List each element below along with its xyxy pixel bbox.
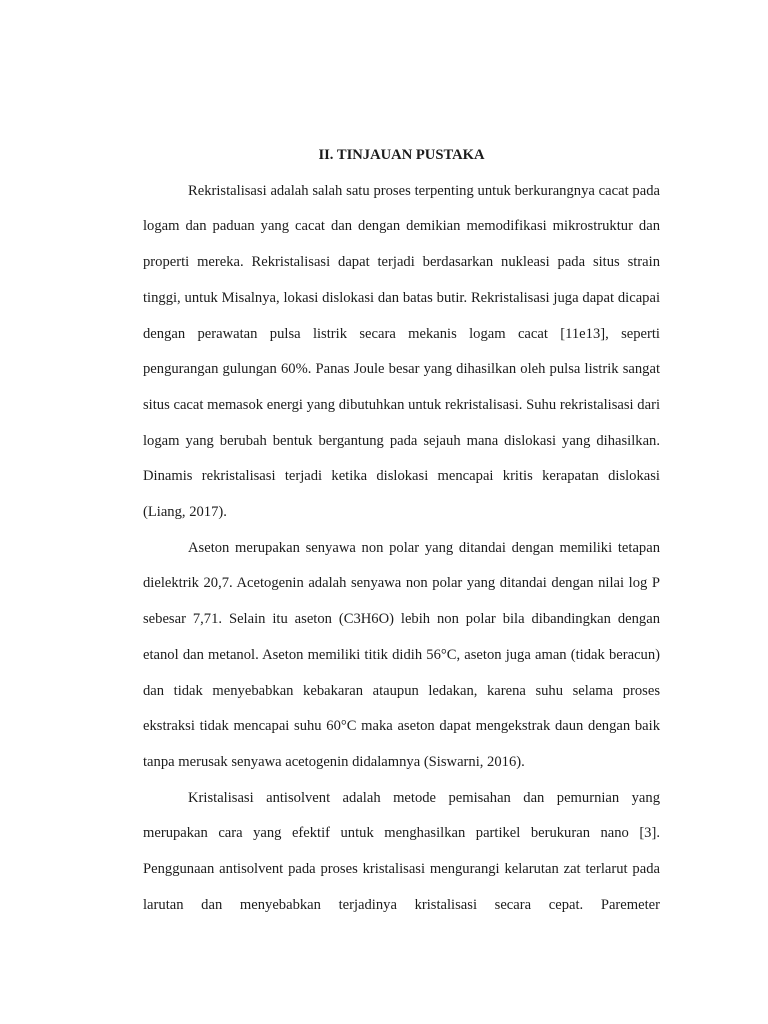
paragraph-rekristalisasi: Rekristalisasi adalah salah satu proses terpenting untuk berkurangnya cacat pada logam dan paduan yang cacat dan dengan demikian memodifikasi mikrostruktur dan properti mereka. Rekristalisasi dapat terjadi berdasarkan nukleasi pada situs strain tinggi, untuk Misalnya, lokasi dislokasi dan batas butir. Rekristalisasi juga dapat dicapai dengan perawatan pulsa listrik secara mekanis logam cacat [11e13], seperti pengurangan gulungan 60%. Panas Joule besar yang dihasilkan oleh pulsa listrik sangat situs cacat memasok energi yang dibutuhkan untuk rekristalisasi. Suhu rekristalisasi dari logam yang berubah bentuk bergantung pada sejauh mana dislokasi yang dihasilkan. Dinamis rekristalisasi terjadi ketika dislokasi mencapai kritis kerapatan dislokasi (Liang, 2017). [143,182,660,521]
document-page [143,138,660,923]
paragraph-aseton: Aseton merupakan senyawa non polar yang ditandai dengan memiliki tetapan dielektrik 20,7. Acetogenin adalah senyawa non polar yang ditandai dengan nilai log P sebesar 7,71. Selain itu aseton (C3H6O) lebih non polar bila dibandingkan dengan etanol dan metanol. Aseton memiliki titik didih 56°C, aseton juga aman (tidak beracun) dan tidak menyebabkan kebakaran ataupun ledakan, karena suhu selama proses ekstraksi tidak mencapai suhu 60°C maka aseton dapat mengekstrak daun dengan baik tanpa merusak senyawa acetogenin didalamnya (Siswarni, 2016). [143,539,660,770]
paragraph-kristalisasi-antisolvent: Kristalisasi antisolvent adalah metode pemisahan dan pemurnian yang merupakan cara yang efektif untuk menghasilkan partikel berukuran nano [3]. Penggunaan antisolvent pada proses kristalisasi mengurangi kelarutan zat terlarut pada larutan dan menyebabkan terjadinya kristalisasi secara cepat. Paremeter [143,789,660,913]
section-heading: II. TINJAUAN PUSTAKA [318,147,485,163]
